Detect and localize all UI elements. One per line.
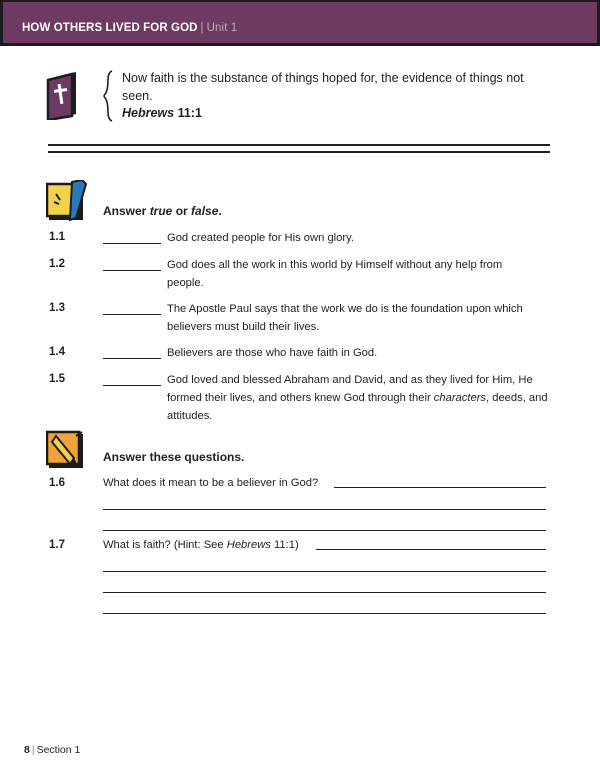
header-separator: | [200,22,204,34]
question-text-1-5-italic: characters [433,392,487,404]
question-text-1-2: God does all the work in this world by Himself without any help from people. [167,259,503,289]
question-text-1-7-italic: Hebrews [226,539,271,551]
answer-line-1-7-3[interactable] [103,592,546,593]
questions-activity-icon [46,428,88,470]
answer-line-1-6-2[interactable] [103,509,546,510]
question-text-1-1: God created people for His own glory. [167,232,354,244]
verse-reference-book: Hebrews [122,106,175,120]
answer-line-1-6-1[interactable] [334,487,546,488]
question-number-1-3: 1.3 [49,302,65,314]
true-false-activity-icon [46,180,88,222]
answer-line-1-6-3[interactable] [103,530,546,531]
question-text-1-6: What does it mean to be a believer in God? [103,477,319,489]
instruction-end: . [218,204,222,218]
divider-rule-bottom [48,151,550,153]
question-text-1-5-part2: , deeds, and attitudes. [167,392,548,422]
bible-icon [46,70,80,120]
instruction-true: true [149,204,173,218]
verse-text: Now faith is the substance of things hoped for, the evidence of things not seen. [122,71,524,103]
answer-blank-1-5[interactable] [103,385,161,386]
answer-line-1-7-1[interactable] [316,549,546,550]
header-title-text: HOW OTHERS LIVED FOR GOD [22,22,198,34]
answer-blank-1-4[interactable] [103,358,161,359]
footer-separator: | [31,744,35,756]
divider-rule-top [48,144,550,146]
question-text-1-7-part1: What is faith? (Hint: See [103,539,227,551]
header-unit: Unit 1 [206,22,238,34]
question-text-1-7 [103,539,299,551]
question-number-1-7: 1.7 [49,539,65,551]
question-number-1-2: 1.2 [49,258,65,270]
question-number-1-6: 1.6 [49,477,65,489]
true-false-instruction [103,204,222,218]
question-number-1-1: 1.1 [49,231,65,243]
answer-blank-1-3[interactable] [103,314,161,315]
question-text-1-5-part1: God loved and blessed Abraham and David, and as they lived for Him, He formed their lives, and others knew God through their [167,374,533,404]
page-footer [24,744,80,756]
footer-section: Section 1 [36,744,81,756]
question-number-1-4: 1.4 [49,346,65,358]
question-text-1-3: The Apostle Paul says that the work we do is the foundation upon which believers must build their lives. [167,303,523,333]
header-title [22,22,237,34]
instruction-or: or [172,204,192,218]
question-text-1-7-part2: 11:1) [270,539,299,551]
answer-line-1-7-4[interactable] [103,613,546,614]
question-text-1-5 [167,371,557,425]
question-number-1-5: 1.5 [49,373,65,385]
answer-blank-1-1[interactable] [103,243,161,244]
question-text-1-4: Believers are those who have faith in God. [167,347,378,359]
verse-reference-number: 11:1 [177,106,202,120]
questions-instruction: Answer these questions. [103,450,245,464]
verse-reference [122,106,202,120]
answer-blank-1-2[interactable] [103,270,161,271]
instruction-prefix: Answer [103,204,150,218]
page-number: 8 [24,744,30,756]
instruction-false: false [191,204,219,218]
brace-icon [103,70,115,122]
answer-line-1-7-2[interactable] [103,571,546,572]
